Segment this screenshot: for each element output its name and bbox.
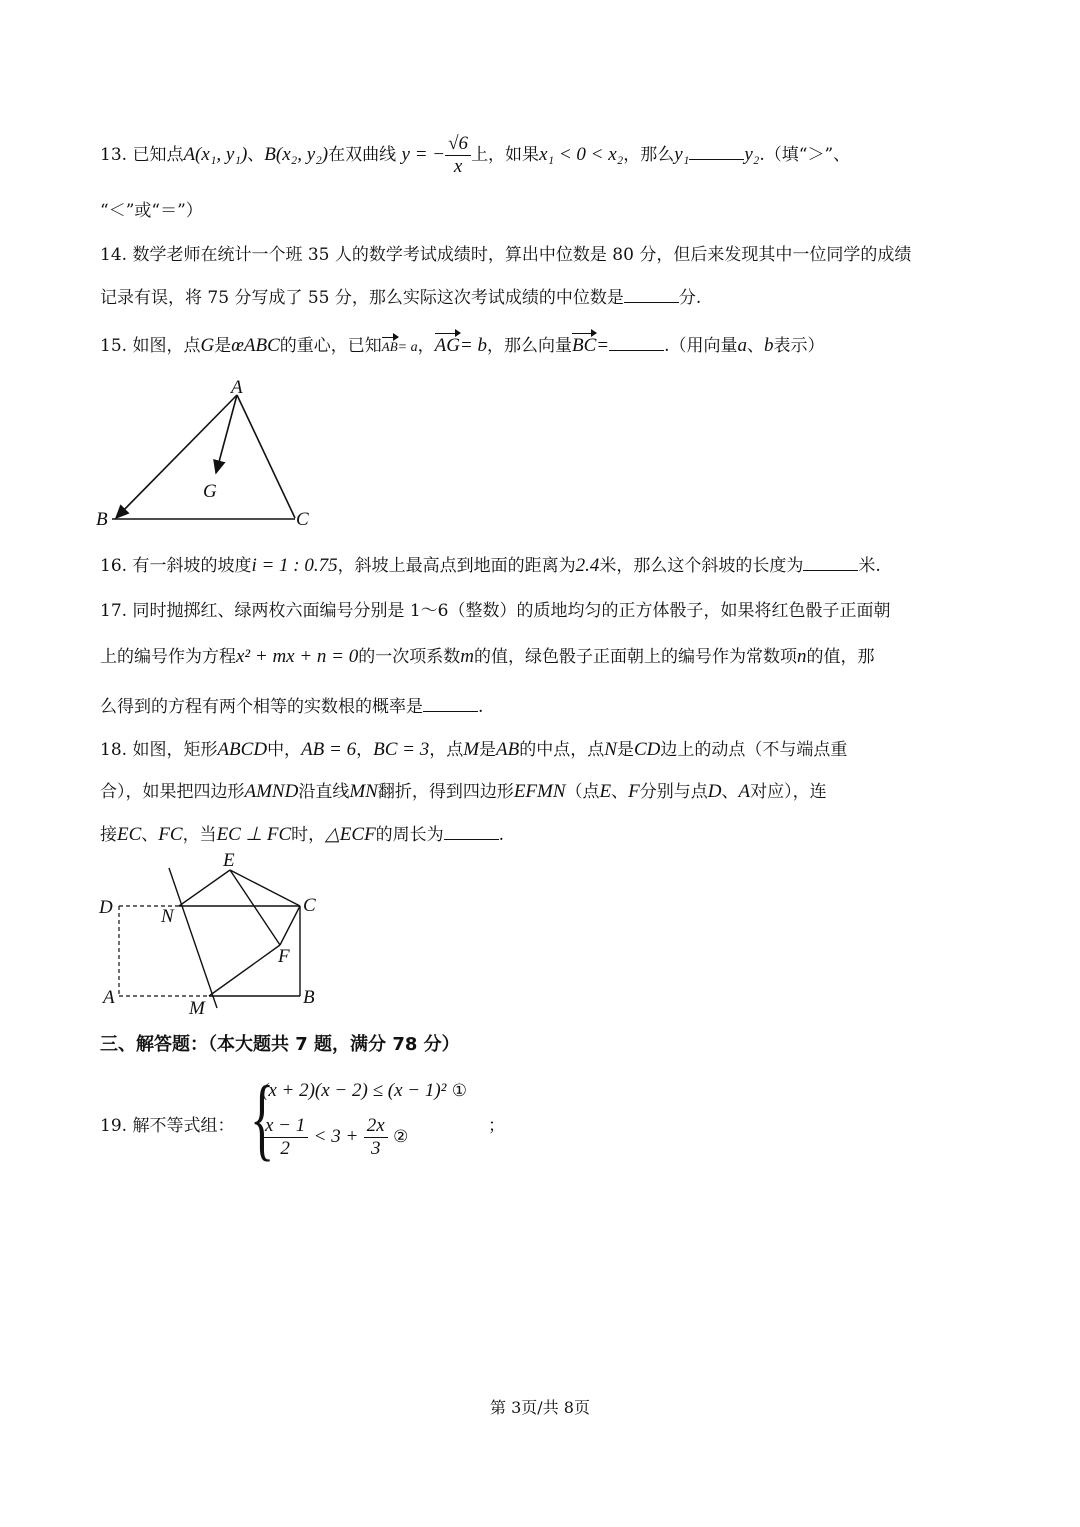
q18-line2: 合），如果把四边形AMND沿直线MN翻折，得到四边形EFMN（点E、F分别与点D、A对应），连 [100, 781, 827, 802]
answer-blank[interactable] [803, 556, 858, 571]
q15-triangle-figure [90, 375, 330, 535]
q19-inequality-1: (x + 2)(x − 2) ≤ (x − 1)² ① [262, 1080, 468, 1101]
label-a: A [103, 987, 115, 1008]
answer-blank[interactable] [689, 145, 744, 160]
answer-blank[interactable] [423, 697, 478, 712]
side-ab-vector [116, 395, 237, 518]
q19-inequality-2: $\frac{x - 1}{2}$ < 3 + $\frac{2x}{3}$ ② [262, 1115, 408, 1160]
q14-line2: 记录有误，将 75 分写成了 55 分，那么实际这次考试成绩的中位数是 分. [100, 288, 702, 308]
segment-ef [230, 870, 280, 945]
q13-line1: 13. 已知点A(x₁, y₁)、B(x₂, y₂)在双曲线 y = − $\frac{√6}{x}$ 上，如果x₁ < 0 < x₂，那么y₁ y₂.（填“＞”、 [100, 133, 851, 177]
answer-blank[interactable] [609, 336, 664, 351]
hyperbola-fraction: $\frac{√6}{x}$ [445, 133, 471, 178]
segment-fc [280, 906, 300, 945]
q19-tail: ； [488, 1116, 505, 1136]
q14-line1: 14. 数学老师在统计一个班 35 人的数学考试成绩时，算出中位数是 80 分，但后来发现其中一位同学的成绩 [100, 245, 912, 265]
segment-fm [209, 945, 280, 996]
label-b: B [303, 987, 315, 1008]
label-b: B [96, 509, 108, 530]
q17-line2: 上的编号作为方程x² + mx + n = 0的一次项系数m的值，绿色骰子正面朝上的编号作为常数项n的值，那 [100, 646, 875, 667]
label-f: F [278, 946, 290, 967]
label-n: N [161, 906, 174, 927]
q19-label: 19. 解不等式组： [100, 1116, 235, 1136]
label-d: D [99, 897, 113, 918]
side-ac [237, 395, 295, 518]
fold-line-mn [169, 868, 217, 1008]
answer-blank[interactable] [624, 288, 679, 303]
label-e: E [223, 850, 235, 871]
segment-ec [230, 870, 300, 906]
q18-rectangle-figure [95, 848, 335, 1023]
q18-line3: 接EC、FC，当EC ⊥ FC时，△ECF的周长为 . [100, 824, 505, 845]
q18-line1: 18. 如图，矩形ABCD中，AB = 6，BC = 3，点M是AB的中点，点N是CD边上的动点（不与端点重 [100, 739, 848, 760]
system-brace: { [250, 1067, 275, 1169]
label-a: A [231, 377, 243, 398]
label-g: G [203, 481, 217, 502]
q17-line1: 17. 同时抛掷红、绿两枚六面编号分别是 1～6（整数）的质地均匀的正方体骰子，如果将红色骰子正面朝 [100, 601, 891, 621]
label-c: C [303, 895, 316, 916]
q13-line2: “＜”或“＝”） [100, 201, 203, 221]
section-heading: 三、解答题：（本大题共 7 题，满分 78 分） [100, 1034, 460, 1055]
answer-blank[interactable] [444, 825, 499, 840]
segment-ne [179, 870, 230, 906]
label-m: M [189, 998, 205, 1019]
q16-line1: 16. 有一斜坡的坡度i = 1 : 0.75，斜坡上最高点到地面的距离为2.4米，那么这个斜坡的长度为 米. [100, 555, 881, 576]
label-c: C [296, 509, 309, 530]
page-footer: 第 3页/共 8页 [490, 1398, 590, 1417]
q17-line3: 么得到的方程有两个相等的实数根的概率是 . [100, 697, 484, 717]
q15-line1: 15. 如图，点G是œABC的重心，已知AB= a，AG= b，那么向量BC= .（用向量a、b表示） [100, 335, 825, 356]
